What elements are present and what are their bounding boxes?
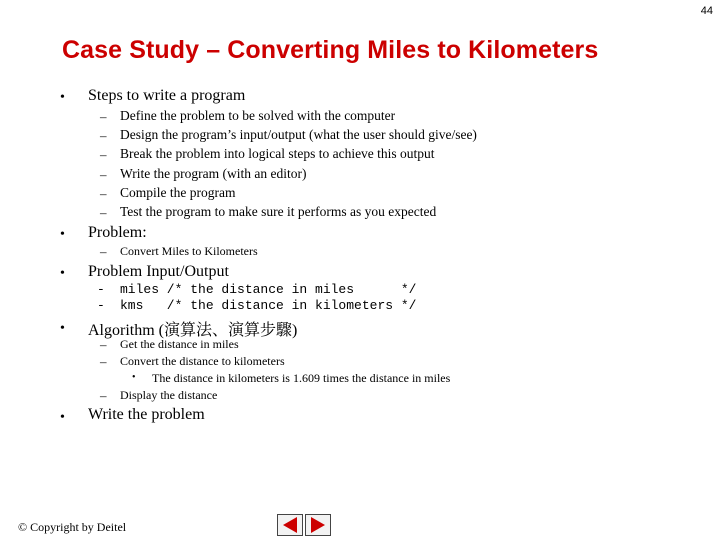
problem-item: Convert Miles to Kilometers (120, 244, 258, 258)
bullet: • (60, 90, 65, 105)
write-heading: Write the problem (88, 406, 205, 423)
bullet: • (60, 227, 65, 242)
algorithm-item: Get the distance in miles (120, 337, 239, 351)
algorithm-heading: Algorithm (演算法、演算步驟) (88, 322, 298, 339)
step-item: Test the program to make sure it performs as you expected (120, 204, 437, 219)
steps-heading: Steps to write a program (88, 87, 246, 104)
io-heading: Problem Input/Output (88, 263, 229, 280)
bullet: • (132, 372, 136, 383)
page-number: 44 (700, 5, 713, 17)
io-line: miles /* the distance in miles */ (120, 282, 417, 297)
dash: – (100, 109, 107, 124)
step-item: Define the problem to be solved with the computer (120, 108, 396, 123)
bullet: • (60, 410, 65, 425)
algorithm-item: Convert the distance to kilometers (120, 354, 285, 368)
next-slide-button[interactable] (305, 514, 331, 536)
triangle-right-icon (306, 515, 330, 535)
dash: – (100, 186, 107, 201)
dash: – (100, 354, 107, 369)
problem-heading: Problem: (88, 224, 147, 241)
dash: - (97, 298, 105, 313)
dash: – (100, 167, 107, 182)
io-line: kms /* the distance in kilometers */ (120, 298, 417, 313)
dash: – (100, 128, 107, 143)
step-item: Design the program’s input/output (what the user should give/see) (120, 127, 477, 142)
prev-slide-button[interactable] (277, 514, 303, 536)
dash: – (100, 244, 107, 259)
dash: – (100, 337, 107, 352)
copyright-text: © Copyright by Deitel (18, 520, 127, 534)
dash: - (97, 282, 105, 297)
slide-title: Case Study – Converting Miles to Kilometers (62, 36, 599, 64)
bullet: • (60, 266, 65, 281)
algorithm-item: Display the distance (120, 388, 218, 402)
dash: – (100, 205, 107, 220)
algorithm-sub-item: The distance in kilometers is 1.609 times the distance in miles (152, 371, 451, 385)
dash: – (100, 147, 107, 162)
bullet: • (60, 321, 65, 336)
step-item: Break the problem into logical steps to achieve this output (120, 146, 435, 161)
triangle-left-icon (278, 515, 302, 535)
dash: – (100, 388, 107, 403)
step-item: Compile the program (120, 185, 236, 200)
step-item: Write the program (with an editor) (120, 166, 307, 181)
